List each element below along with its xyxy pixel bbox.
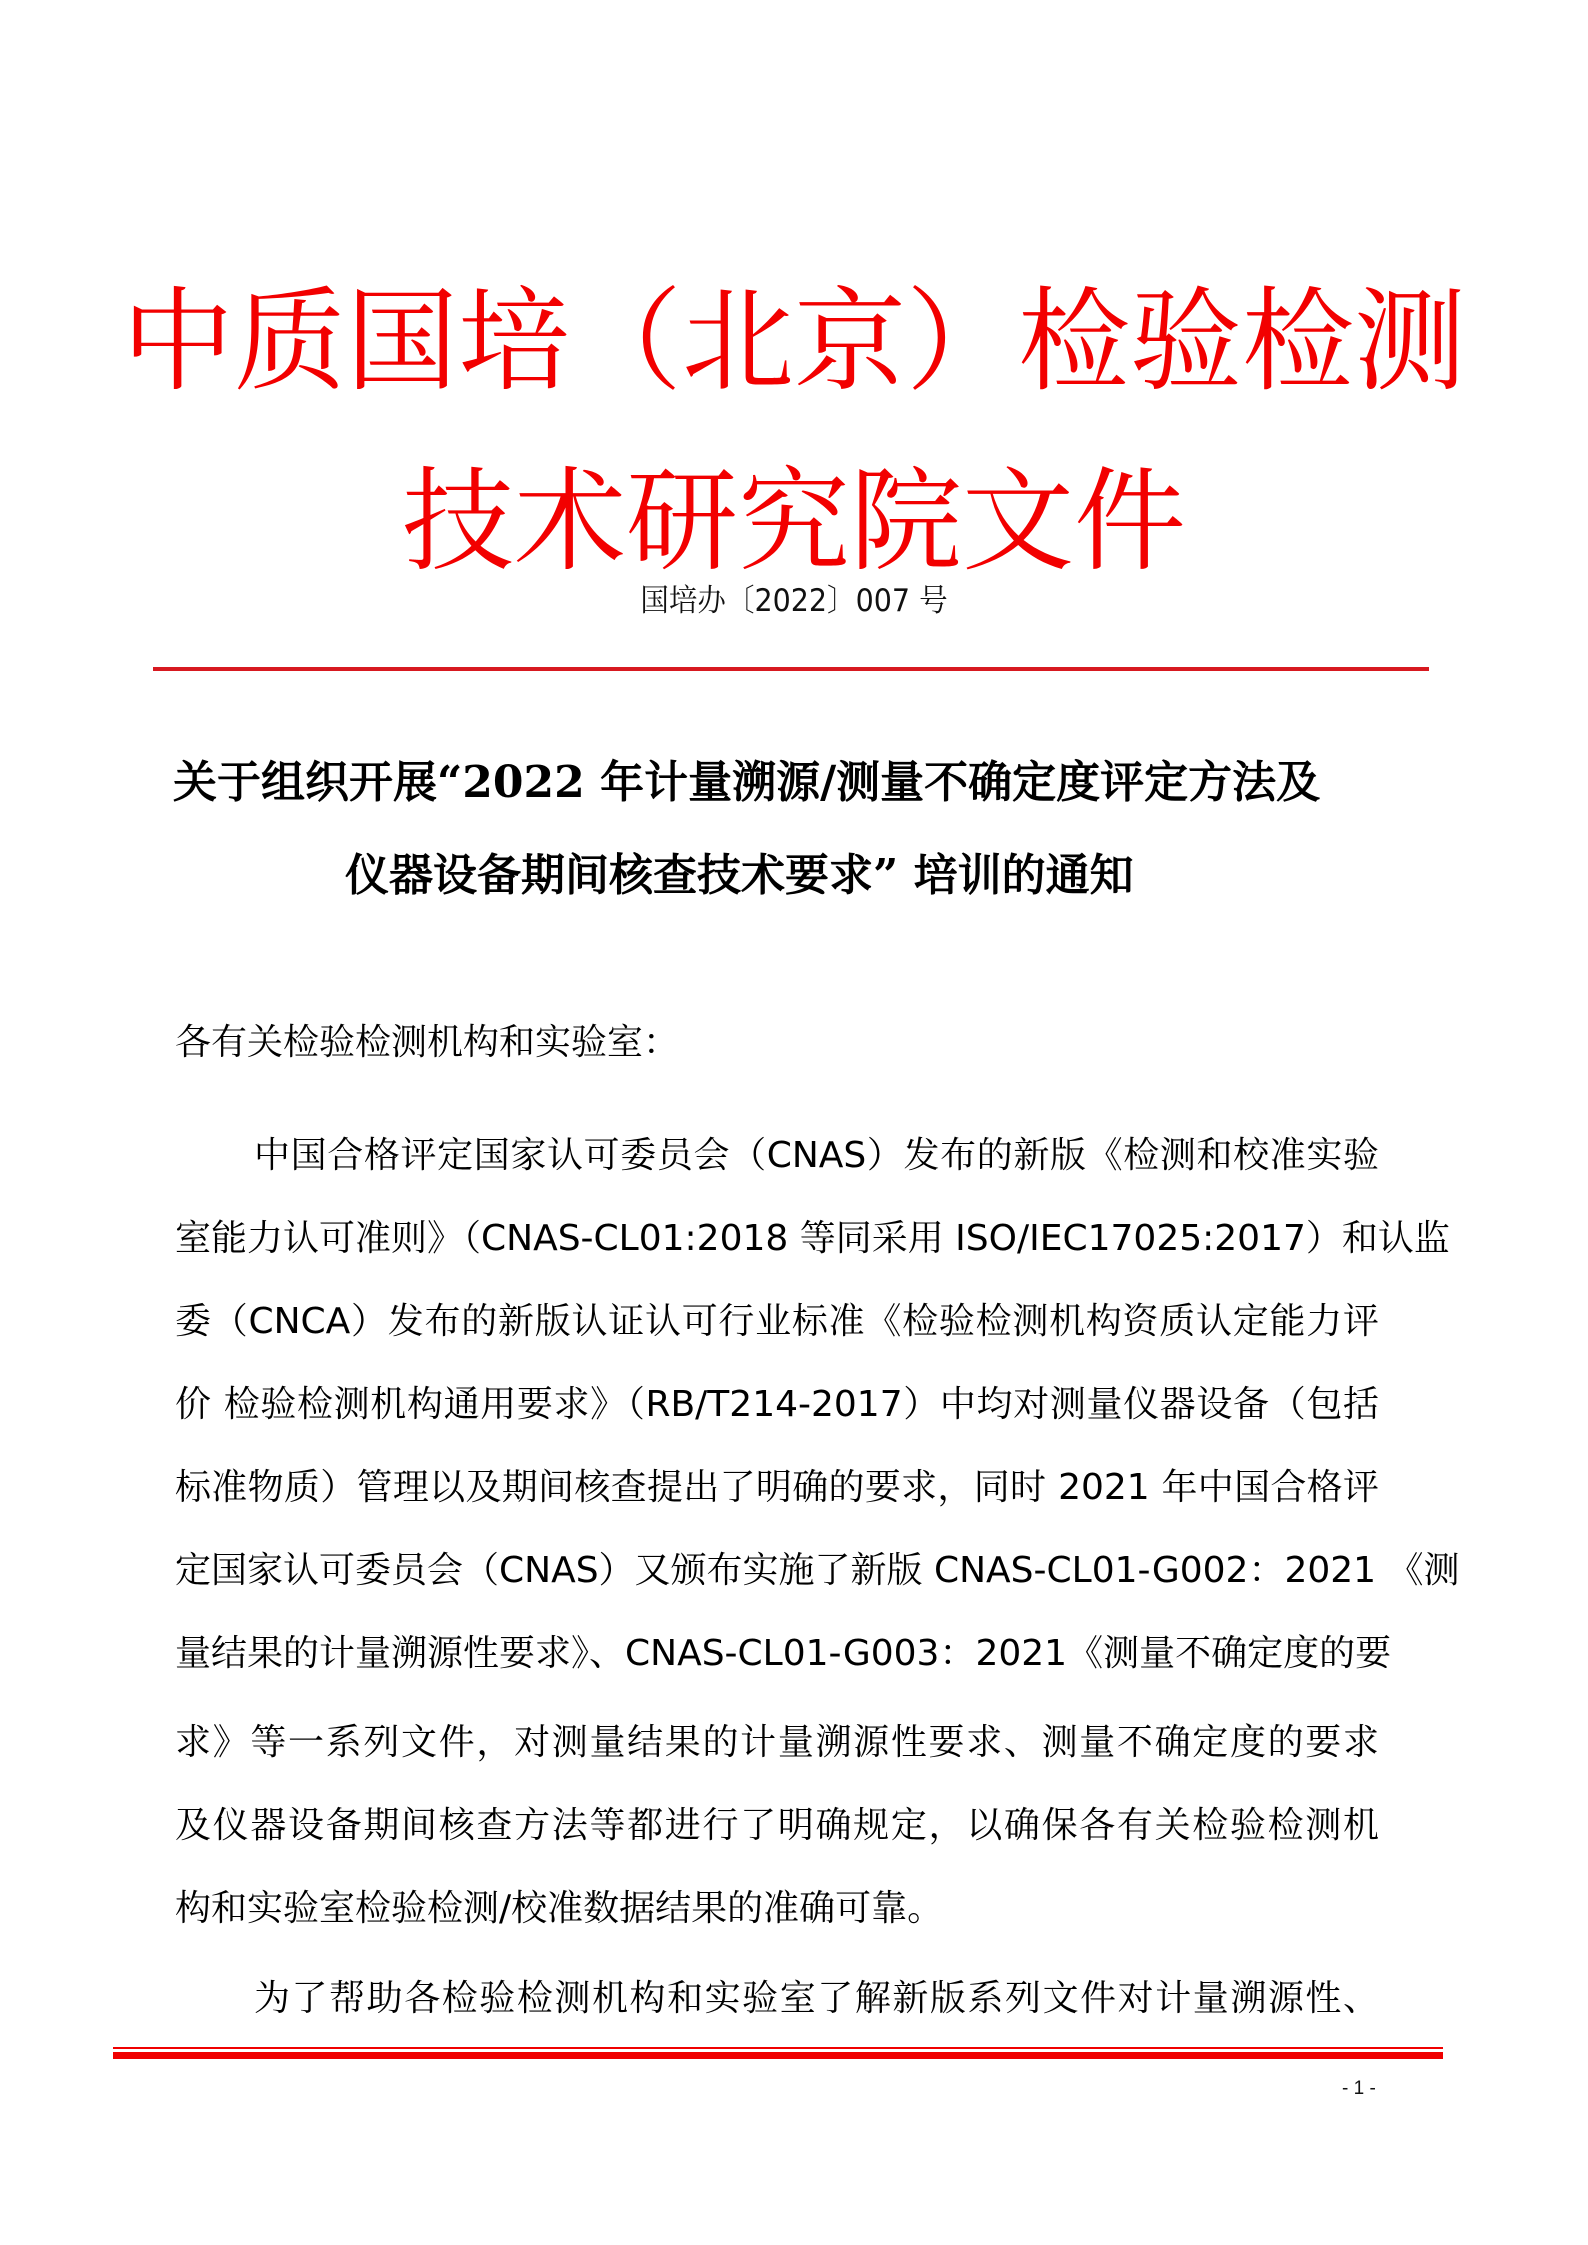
paragraph2-line: 为了帮助各检验检测机构和实验室了解新版系列文件对计量溯源性、 bbox=[254, 1978, 1379, 2019]
paragraph1-line: 量结果的计量溯源性要求》、CNAS-CL01-G003：2021《测量不确定度的要 bbox=[175, 1633, 1392, 1674]
paragraph1-line: 定国家认可委员会（CNAS）又颁布实施了新版 CNAS-CL01-G002：2021 《测 bbox=[175, 1550, 1460, 1591]
footer-rule-thin bbox=[113, 2047, 1443, 2049]
paragraph1-line: 构和实验室检验检测/校准数据结果的准确可靠。 bbox=[175, 1888, 944, 1929]
document-number: 国培办〔2022〕007 号 bbox=[640, 583, 948, 619]
paragraph1-line: 标准物质）管理以及期间核查提出了明确的要求，同时 2021 年中国合格评 bbox=[175, 1467, 1379, 1508]
header-separator-rule bbox=[153, 667, 1429, 671]
org-title-line2: 技术研究院文件 bbox=[402, 457, 1186, 587]
paragraph1-line: 室能力认可准则》（CNAS-CL01:2018 等同采用 ISO/IEC17025:2017）和认监 bbox=[175, 1218, 1450, 1259]
notice-title-line2: 仪器设备期间核查技术要求” 培训的通知 bbox=[345, 850, 1134, 901]
paragraph1-line: 价 检验检测机构通用要求》（RB/T214-2017）中均对测量仪器设备（包括 bbox=[175, 1384, 1379, 1425]
paragraph1-line: 求》等一系列文件，对测量结果的计量溯源性要求、测量不确定度的要求 bbox=[175, 1722, 1379, 1763]
notice-title-line1: 关于组织开展“2022 年计量溯源/测量不确定度评定方法及 bbox=[173, 757, 1321, 808]
paragraph1-line: 及仪器设备期间核查方法等都进行了明确规定，以确保各有关检验检测机 bbox=[175, 1805, 1379, 1846]
salutation: 各有关检验检测机构和实验室： bbox=[175, 1022, 680, 1063]
paragraph1-line: 中国合格评定国家认可委员会（CNAS）发布的新版《检测和校准实验 bbox=[254, 1135, 1379, 1176]
footer-rule-thick bbox=[113, 2052, 1443, 2059]
paragraph1-line: 委（CNCA）发布的新版认证认可行业标准《检验检测机构资质认定能力评 bbox=[175, 1301, 1379, 1342]
page-number: - 1 - bbox=[1342, 2078, 1376, 2099]
org-title-line1: 中质国培（北京）检验检测 bbox=[122, 277, 1466, 407]
